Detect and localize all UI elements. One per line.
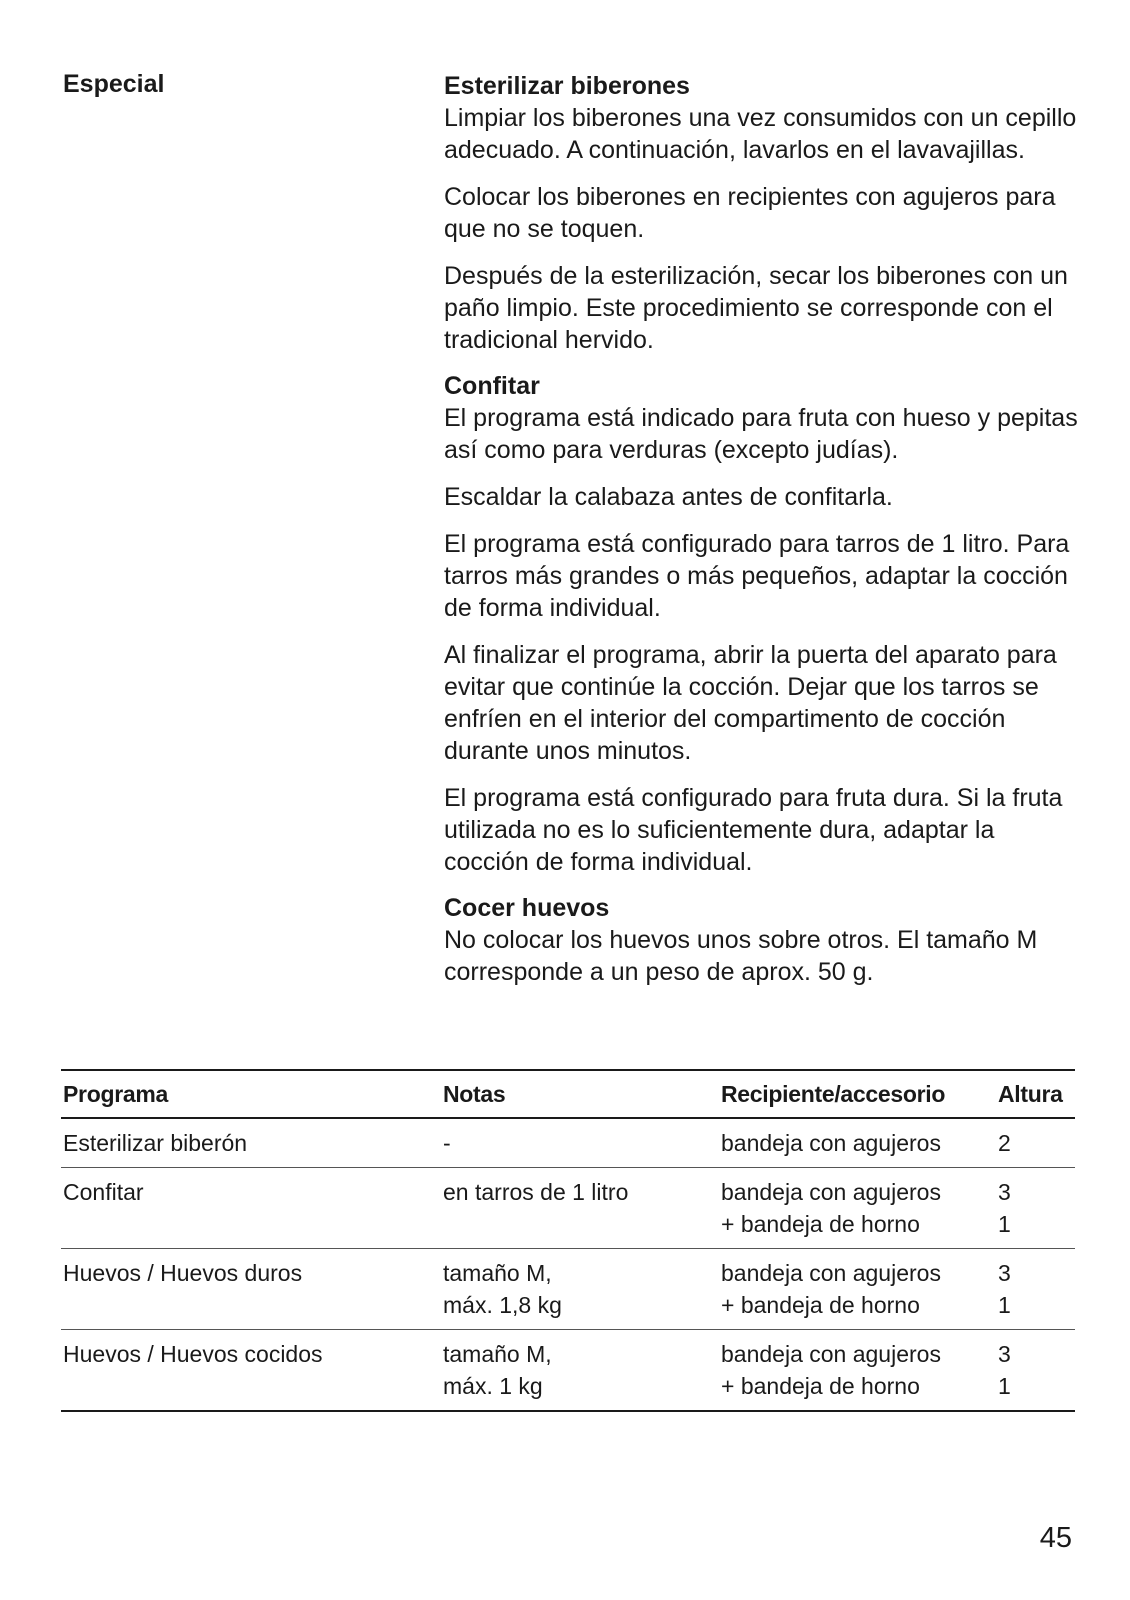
table-header-row [61, 1070, 1075, 1118]
cell-altura [998, 1118, 1075, 1168]
cell-programa: Huevos / Huevos duros [63, 1260, 303, 1286]
cell-line: + bandeja de horno [721, 1373, 920, 1399]
cell-notas [443, 1330, 721, 1412]
cell-line: en tarros de 1 litro [443, 1179, 629, 1205]
cell-line: 1 [998, 1211, 1011, 1237]
section-title: Confitar [444, 372, 540, 400]
header-programa: Programa [63, 1080, 168, 1107]
table-row [61, 1249, 1075, 1330]
section-title: Cocer huevos [444, 894, 610, 922]
cell-recipiente [721, 1118, 998, 1168]
cell-notas [443, 1168, 721, 1249]
cell-line: 3 [998, 1179, 1011, 1205]
cell-line: 3 [998, 1341, 1011, 1367]
table-row [61, 1168, 1075, 1249]
paragraph: El programa está configurado para fruta dura. Si la fruta utilizada no es lo suficientemente dura, adaptar la cocción de forma individual. [444, 784, 1063, 876]
program-table-container [61, 1069, 1075, 1412]
cell-line: + bandeja de horno [721, 1292, 920, 1318]
cell-line: 2 [998, 1130, 1011, 1156]
paragraph: El programa está indicado para fruta con hueso y pepitas así como para verduras (excepto judías). [444, 404, 1078, 464]
content-column [444, 70, 1084, 1002]
cell-line: máx. 1,8 kg [443, 1292, 562, 1318]
cell-programa: Esterilizar biberón [63, 1130, 248, 1156]
cell-notas [443, 1249, 721, 1330]
cell-altura [998, 1330, 1075, 1412]
cell-line: + bandeja de horno [721, 1211, 920, 1237]
cell-line: tamaño M, [443, 1260, 552, 1286]
cell-line: tamaño M, [443, 1341, 552, 1367]
section-title: Esterilizar biberones [444, 72, 690, 100]
cell-programa: Huevos / Huevos cocidos [63, 1341, 323, 1367]
cell-notas [443, 1118, 721, 1168]
paragraph: Después de la esterilización, secar los biberones con un paño limpio. Este procedimiento se corresponde con el tradicional hervido. [444, 262, 1068, 354]
cell-line: - [443, 1130, 451, 1156]
cell-altura [998, 1249, 1075, 1330]
cell-programa: Confitar [63, 1179, 144, 1205]
table-row [61, 1118, 1075, 1168]
cell-line: 3 [998, 1260, 1011, 1286]
cell-line: 1 [998, 1373, 1011, 1399]
paragraph: Limpiar los biberones una vez consumidos con un cepillo adecuado. A continuación, lavarlos en el lavavajillas. [444, 104, 1077, 164]
program-table [61, 1069, 1075, 1412]
table-row [61, 1330, 1075, 1412]
page-number: 45 [1039, 1522, 1072, 1554]
cell-line: bandeja con agujeros [721, 1179, 941, 1205]
cell-line: máx. 1 kg [443, 1373, 543, 1399]
cell-recipiente [721, 1168, 998, 1249]
paragraph: Al finalizar el programa, abrir la puerta del aparato para evitar que continúe la cocción. Dejar que los tarros se enfríen en el interior del compartimento de cocción durante unos minutos. [444, 641, 1057, 765]
cell-line: bandeja con agujeros [721, 1130, 941, 1156]
cell-recipiente [721, 1249, 998, 1330]
header-altura: Altura [998, 1080, 1063, 1107]
cell-line: bandeja con agujeros [721, 1260, 941, 1286]
paragraph: El programa está configurado para tarros de 1 litro. Para tarros más grandes o más pequeños, adaptar la cocción de forma individual. [444, 530, 1070, 622]
section-label: Especial [63, 70, 165, 98]
paragraph: No colocar los huevos unos sobre otros. El tamaño M corresponde a un peso de aprox. 50 g. [444, 926, 1038, 986]
paragraph: Colocar los biberones en recipientes con agujeros para que no se toquen. [444, 183, 1056, 243]
paragraph: Escaldar la calabaza antes de confitarla. [444, 483, 893, 511]
header-recipiente: Recipiente/accesorio [721, 1080, 946, 1107]
section-confitar [444, 370, 1084, 878]
cell-altura [998, 1168, 1075, 1249]
cell-line: bandeja con agujeros [721, 1341, 941, 1367]
cell-line: 1 [998, 1292, 1011, 1318]
section-esterilizar [444, 70, 1084, 356]
section-cocer-huevos [444, 892, 1084, 988]
cell-recipiente [721, 1330, 998, 1412]
header-notas: Notas [443, 1080, 506, 1107]
